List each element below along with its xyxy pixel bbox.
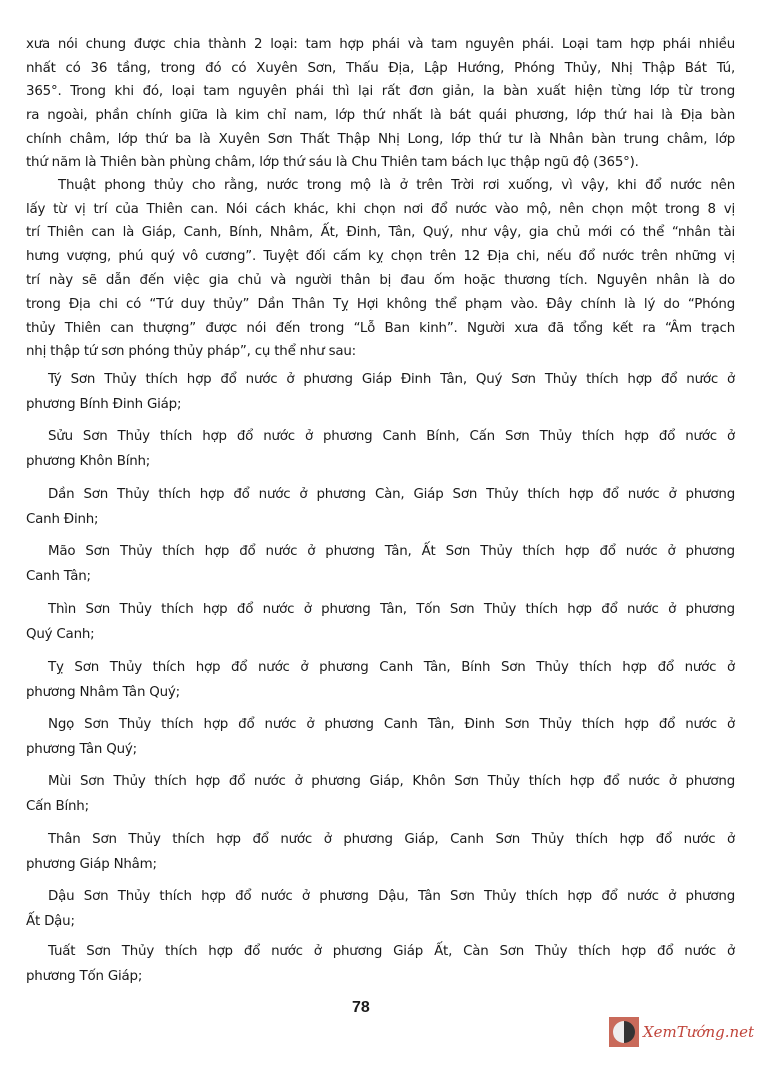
list-item-line: Mão Sơn Thủy thích hợp đổ nước ở phương Tân, Ất Sơn Thủy thích hợp đổ nước ở phương <box>48 544 735 559</box>
list-item-line: phương Khôn Bính; <box>26 454 151 469</box>
list-item-line: Sửu Sơn Thủy thích hợp đổ nước ở phương Canh Bính, Cấn Sơn Thủy thích hợp đổ nước ở <box>48 429 735 444</box>
list-item-line: Cấn Bính; <box>26 799 89 814</box>
watermark-text: XemTướng.net <box>643 1023 755 1041</box>
list-item-line: phương Giáp Nhâm; <box>26 857 157 872</box>
page-number: 78 <box>352 999 370 1016</box>
list-item-line: phương Tân Quý; <box>26 742 137 757</box>
list-item-line: Dậu Sơn Thủy thích hợp đổ nước ở phương Dậu, Tân Sơn Thủy thích hợp đổ nước ở phương <box>48 889 735 904</box>
paragraph-line: ra ngoài, phần chính giữa là kim chỉ nam, lớp thứ nhất là bát quái phương, lớp thứ hai là Địa bàn <box>26 108 735 123</box>
paragraph-line: thủy Thiên can thượng” được nói đến trong “Lỗ Ban kinh”. Người xưa đã tổng kết ra “Âm trạch <box>26 321 735 336</box>
paragraph-line: lấy từ vị trí của Thiên can. Nói cách khác, khi chọn nơi đổ nước vào mộ, nên chọn một trong 8 vị <box>26 202 735 217</box>
list-item-line: Ngọ Sơn Thủy thích hợp đổ nước ở phương Canh Tân, Đinh Sơn Thủy thích hợp đổ nước ở <box>48 717 735 732</box>
paragraph-line: trí này sẽ dẫn đến việc gia chủ và người thân bị đau ốm hoặc thương tích. Nguyên nhân là do <box>26 273 735 288</box>
paragraph-line: thứ năm là Thiên bàn phùng châm, lớp thứ sáu là Chu Thiên tam bách lục thập ngũ độ (365°). <box>26 155 639 170</box>
list-item-line: Canh Tân; <box>26 569 91 584</box>
list-item-line: Thìn Sơn Thủy thích hợp đổ nước ở phương Tân, Tốn Sơn Thủy thích hợp đổ nước ở phương <box>48 602 735 617</box>
watermark-logo <box>609 1017 754 1047</box>
paragraph-line: trong Địa chi có “Tứ duy thủy” Dần Thân Tỵ Hợi không thể phạm vào. Đây chính là lý do “Phóng <box>26 297 735 312</box>
list-item-line: phương Tốn Giáp; <box>26 969 143 984</box>
list-item-line: Dần Sơn Thủy thích hợp đổ nước ở phương Càn, Giáp Sơn Thủy thích hợp đổ nước ở phương <box>48 487 735 502</box>
list-item-line: phương Bính Đinh Giáp; <box>26 397 182 412</box>
yin-yang-icon <box>609 1017 639 1047</box>
list-item-line: phương Nhâm Tân Quý; <box>26 685 180 700</box>
list-item-line: Thân Sơn Thủy thích hợp đổ nước ở phương Giáp, Canh Sơn Thủy thích hợp đổ nước ở <box>48 832 735 847</box>
paragraph-line: nhị thập tứ sơn phóng thủy pháp”, cụ thể như sau: <box>26 344 356 359</box>
paragraph-line: Thuật phong thủy cho rằng, nước trong mộ là ở trên Trời rơi xuống, vì vậy, khi đổ nước nên <box>58 178 735 193</box>
paragraph-line: hưng vượng, phú quý vô cương”. Tuyệt đối cấm kỵ chọn trên 12 Địa chi, nếu đổ nước trên những vị <box>26 249 735 264</box>
list-item-line: Ất Dậu; <box>26 914 75 929</box>
list-item-line: Quý Canh; <box>26 627 95 642</box>
list-item-line: Mùi Sơn Thủy thích hợp đổ nước ở phương Giáp, Khôn Sơn Thủy thích hợp đổ nước ở phương <box>48 774 735 789</box>
list-item-line: Canh Đinh; <box>26 512 99 527</box>
paragraph-line: 365°. Trong khi đó, loại tam nguyên phái thì lại rất đơn giản, la bàn xuất hiện từng lớp từ trong <box>26 84 735 99</box>
paragraph-line: trí Thiên can là Giáp, Canh, Bính, Nhâm, Ất, Đinh, Tân, Quý, như vậy, gia chủ mới có thể “nhân tài <box>26 225 735 240</box>
list-item-line: Tý Sơn Thủy thích hợp đổ nước ở phương Giáp Đinh Tân, Quý Sơn Thủy thích hợp đổ nước ở <box>48 372 735 387</box>
list-item-line: Tuất Sơn Thủy thích hợp đổ nước ở phương Giáp Ất, Càn Sơn Thủy thích hợp đổ nước ở <box>48 944 735 959</box>
paragraph-line: xưa nói chung được chia thành 2 loại: tam hợp phái và tam nguyên phái. Loại tam hợp phái nhiều <box>26 37 735 52</box>
list-item-line: Tỵ Sơn Thủy thích hợp đổ nước ở phương Canh Tân, Bính Sơn Thủy thích hợp đổ nước ở <box>48 660 735 675</box>
paragraph-line: chính châm, lớp thứ ba là Xuyên Sơn Thất Thập Nhị Long, lớp thứ tư là Nhân bàn trung châm, lớp <box>26 132 735 147</box>
paragraph-line: nhất có 36 tầng, trong đó có Xuyên Sơn, Thấu Địa, Lập Hướng, Phóng Thủy, Nhị Thập Bát Tú, <box>26 61 735 76</box>
